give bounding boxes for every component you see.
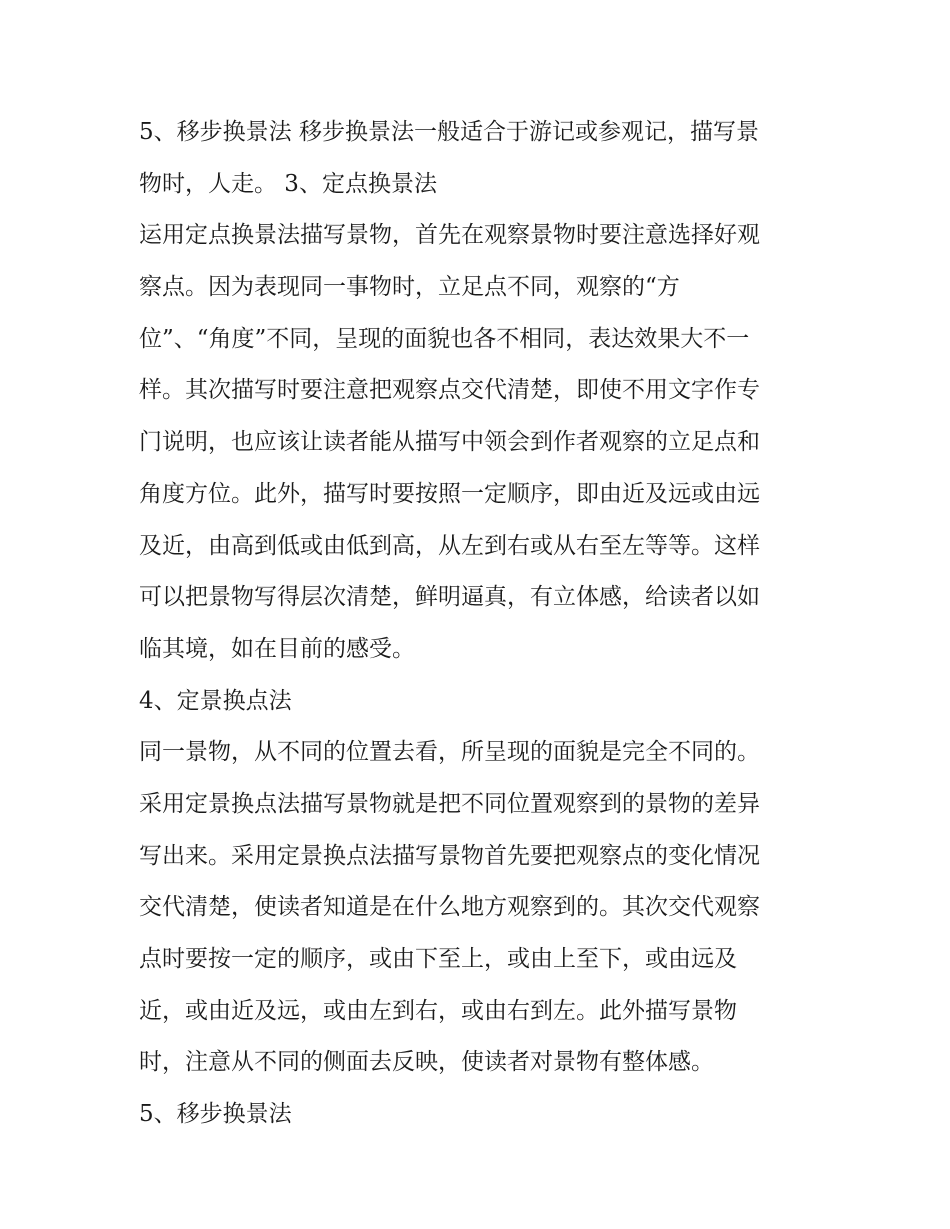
- text-line: 同一景物，从不同的位置去看，所呈现的面貌是完全不同的。: [139, 739, 760, 766]
- section-heading: 5、移步换景法: [139, 1101, 292, 1128]
- text-line: 点时要按一定的顺序，或由下至上，或由上至下，或由远及: [139, 946, 737, 972]
- text-line: 近，或由近及远，或由左到右，或由右到左。此外描写景物: [139, 997, 737, 1024]
- text-line: 采用定景换点法描写景物就是把不同位置观察到的景物的差异: [139, 790, 760, 817]
- text-line: 物时，人走。 3、定点换景法: [139, 170, 437, 197]
- text-line: 5、移步换景法 移步换景法一般适合于游记或参观记，描写景: [139, 119, 759, 145]
- text-line: 运用定点换景法描写景物，首先在观察景物时要注意选择好观: [139, 222, 760, 249]
- text-line: 门说明，也应该让读者能从描写中领会到作者观察的立足点和: [139, 429, 760, 456]
- text-line: 写出来。采用定景换点法描写景物首先要把观察点的变化情况: [139, 842, 760, 869]
- text-line: 交代清楚，使读者知道是在什么地方观察到的。其次交代观察: [139, 894, 760, 921]
- document-body: [139, 107, 819, 1141]
- text-line: 临其境，如在目前的感受。: [139, 635, 415, 662]
- text-line: 可以把景物写得层次清楚，鲜明逼真，有立体感，给读者以如: [139, 584, 760, 611]
- text-line: 样。其次描写时要注意把观察点交代清楚，即使不用文字作专: [139, 377, 760, 404]
- text-line: 时，注意从不同的侧面去反映，使读者对景物有整体感。: [139, 1049, 714, 1076]
- text-line: 位”、“角度”不同，呈现的面貌也各不相同，表达效果大不一: [139, 325, 750, 352]
- section-heading: 4、定景换点法: [139, 687, 292, 714]
- text-line: 角度方位。此外，描写时要按照一定顺序，即由近及远或由远: [139, 480, 760, 507]
- text-line: 察点。因为表现同一事物时，立足点不同，观察的“方: [139, 274, 680, 301]
- text-line: 及近，由高到低或由低到高，从左到右或从右至左等等。这样: [139, 532, 760, 559]
